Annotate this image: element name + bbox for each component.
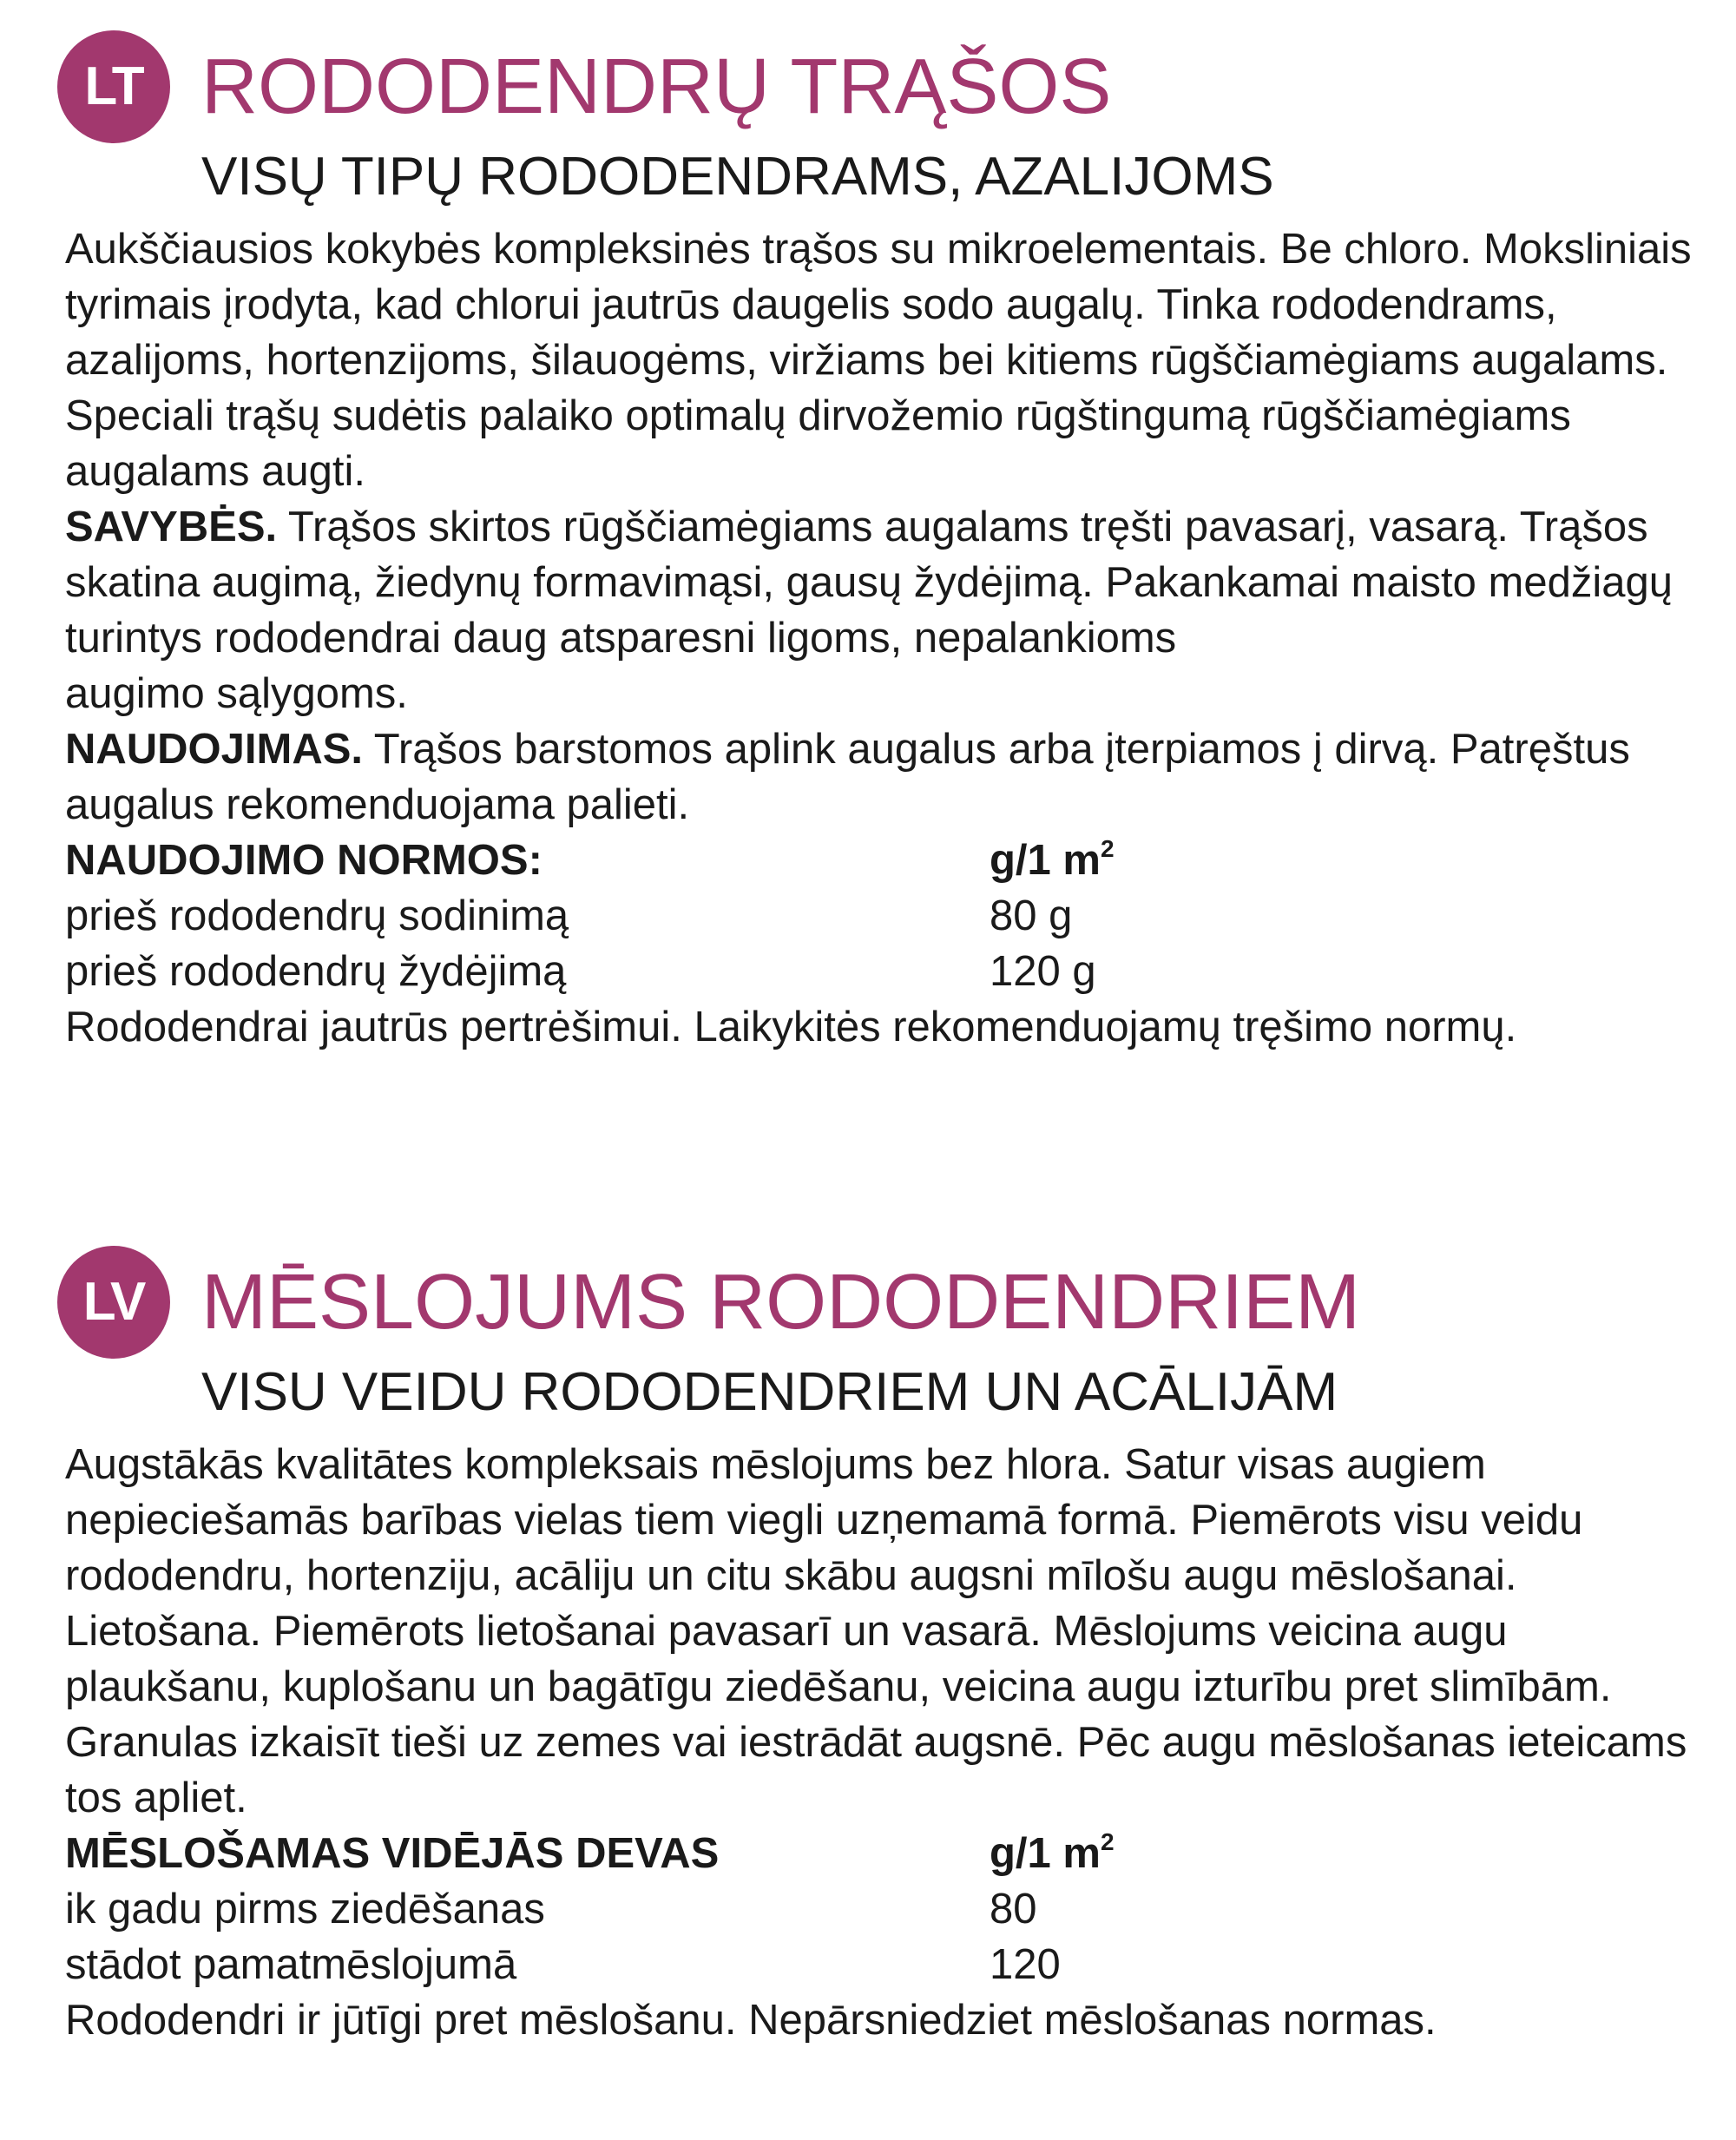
section-body	[65, 1437, 1714, 2048]
norm-value: 80	[990, 1886, 1037, 1933]
norms-row	[65, 1937, 1714, 1992]
norm-value: 80 g	[990, 892, 1073, 939]
norms-header-row	[65, 1826, 1714, 1881]
usage-paragraph	[65, 721, 1714, 833]
product-subtitle: VISU VEIDU RODODENDRIEM UN ACĀLIJĀM	[201, 1362, 1338, 1422]
norms-header-row	[65, 833, 1714, 888]
norm-label: stādot pamatmēslojumā	[65, 1941, 517, 1988]
norm-label: prieš rododendrų sodinimą	[65, 892, 569, 939]
norms-unit: g/1 $m^2$	[990, 835, 1115, 884]
properties-paragraph	[65, 499, 1714, 666]
norms-row	[65, 944, 1714, 999]
properties-continuation: augimo sąlygoms.	[65, 670, 408, 717]
note-paragraph: Rododendri ir jūtīgi pret mēslošanu. Nepārsniedziet mēslošanas normas.	[65, 1997, 1437, 2044]
norm-value: 120 g	[990, 948, 1096, 995]
usage-label: NAUDOJIMAS.	[65, 726, 364, 773]
product-title: RODODENDRŲ TRĄŠOS	[201, 43, 1112, 130]
usage-paragraph: Lietošana. Piemērots lietošanai pavasarī un vasarā. Mēslojums veicina augu plaukšanu, kuplošanu un bagātīgu ziedēšanu, veicina augu izturību pret slimībām. Granulas izkaisīt tieši uz zemes vai iestrādāt augsnē. Pēc augu mēslošanas ieteicams tos apliet.	[65, 1608, 1687, 1821]
norms-row	[65, 1881, 1714, 1937]
norm-label: prieš rododendrų žydėjimą	[65, 948, 567, 995]
section-body	[65, 221, 1714, 1055]
properties-label: SAVYBĖS.	[65, 504, 278, 550]
norm-label: ik gadu pirms ziedēšanas	[65, 1886, 545, 1933]
language-badge-lv: LV	[57, 1246, 170, 1359]
properties-text: Trąšos skirtos rūgščiamėgiams augalams tręšti pavasarį, vasarą. Trąšos skatina augimą, žiedynų formavimąsi, gausų žydėjimą. Pakankamai maisto medžiagų turintys rododendrai daug atsparesni ligoms, nepalankioms	[65, 504, 1673, 662]
product-title: MĒSLOJUMS RODODENDRIEM	[201, 1259, 1361, 1346]
norm-value: 120	[990, 1941, 1061, 1988]
norms-header: NAUDOJIMO NORMOS:	[65, 837, 542, 884]
intro-paragraph: Aukščiausios kokybės kompleksinės trąšos su mikroelementais. Be chloro. Moksliniais tyrimais įrodyta, kad chlorui jautrūs daugelis sodo augalų. Tinka rododendrams, azalijoms, hortenzijoms, šilauogėms, viržiams bei kitiems rūgščiamėgiams augalams. Speciali trąšų sudėtis palaiko optimalų dirvožemio rūgštingumą rūgščiamėgiams augalams augti.	[65, 226, 1692, 495]
product-subtitle: VISŲ TIPŲ RODODENDRAMS, AZALIJOMS	[201, 147, 1274, 207]
intro-paragraph: Augstākās kvalitātes kompleksais mēslojums bez hlora. Satur visas augiem nepieciešamās barības vielas tiem viegli uzņemamā formā. Piemērots visu veidu rododendru, hortenziju, acāliju un citu skābu augsni mīlošu augu mēslošanai.	[65, 1441, 1583, 1599]
norms-header: MĒSLOŠAMAS VIDĒJĀS DEVAS	[65, 1830, 720, 1877]
norms-row	[65, 888, 1714, 944]
usage-text: Trąšos barstomos aplink augalus arba įterpiamos į dirvą. Patręštus augalus rekomenduojama palieti.	[65, 726, 1630, 828]
norms-unit: g/1 $m^2$	[990, 1828, 1115, 1877]
language-badge-lt: LT	[57, 30, 170, 143]
note-paragraph: Rododendrai jautrūs pertrėšimui. Laikykitės rekomenduojamų tręšimo normų.	[65, 1004, 1517, 1050]
